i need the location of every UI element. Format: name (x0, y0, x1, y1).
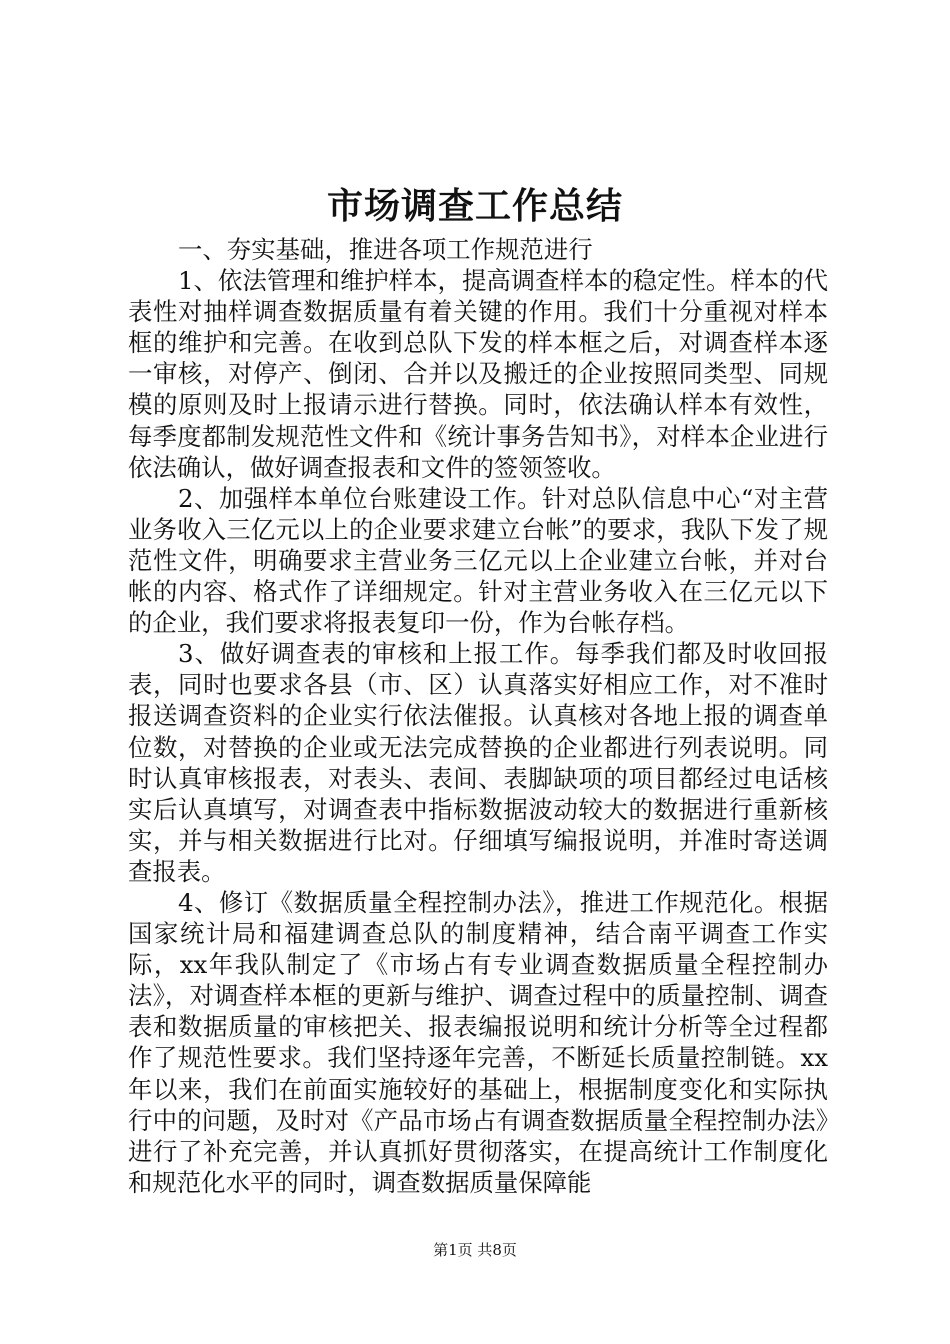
document-body (128, 234, 828, 1198)
document-title: 市场调查工作总结 (326, 185, 623, 227)
body-paragraph-3: 3、做好调查表的审核和上报工作。每季我们都及时收回报表，同时也要求各县（市、区）认真落实好相应工作，对不准时报送调查资料的企业实行依法催报。认真核对各地上报的调查单位数，对替换的企业或无法完成替换的企业都进行列表说明。同时认真审核报表，对表头、表间、表脚缺项的项目都经过电话核实后认真填写，对调查表中指标数据波动较大的数据进行重新核实，并与相关数据进行比对。仔细填写编报说明，并准时寄送调查报表。 (128, 639, 828, 886)
section-heading: 一、夯实基础，推进各项工作规范进行 (178, 235, 593, 264)
body-paragraph-4: 4、修订《数据质量全程控制办法》，推进工作规范化。根据国家统计局和福建调查总队的制度精神，结合南平调查工作实际，xx年我队制定了《市场占有专业调查数据质量全程控制办法》，对调查样本框的更新与维护、调查过程中的质量控制、调查表和数据质量的审核把关、报表编报说明和统计分析等全过程都作了规范性要求。我们坚持逐年完善，不断延长质量控制链。xx年以来，我们在前面实施较好的基础上，根据制度变化和实际执行中的问题，及时对《产品市场占有调查数据质量全程控制办法》进行了补充完善，并认真抓好贯彻落实，在提高统计工作制度化和规范化水平的同时，调查数据质量保障能 (128, 887, 828, 1197)
body-paragraph-1: 1、依法管理和维护样本，提高调查样本的稳定性。样本的代表性对抽样调查数据质量有着关键的作用。我们十分重视对样本框的维护和完善。在收到总队下发的样本框之后，对调查样本逐一审核，对停产、倒闭、合并以及搬迁的企业按照同类型、同规模的原则及时上报请示进行替换。同时，依法确认样本有效性，每季度都制发规范性文件和《统计事务告知书》，对样本企业进行依法确认，做好调查报表和文件的签领签收。 (128, 266, 828, 482)
page-footer: 第1页 共8页 (433, 1241, 517, 1259)
body-paragraph-2: 2、加强样本单位台账建设工作。针对总队信息中心“对主营业务收入三亿元以上的企业要求建立台帐”的要求，我队下发了规范性文件，明确要求主营业务三亿元以上企业建立台帐，并对台帐的内容、格式作了详细规定。针对主营业务收入在三亿元以下的企业，我们要求将报表复印一份，作为台帐存档。 (128, 483, 828, 638)
